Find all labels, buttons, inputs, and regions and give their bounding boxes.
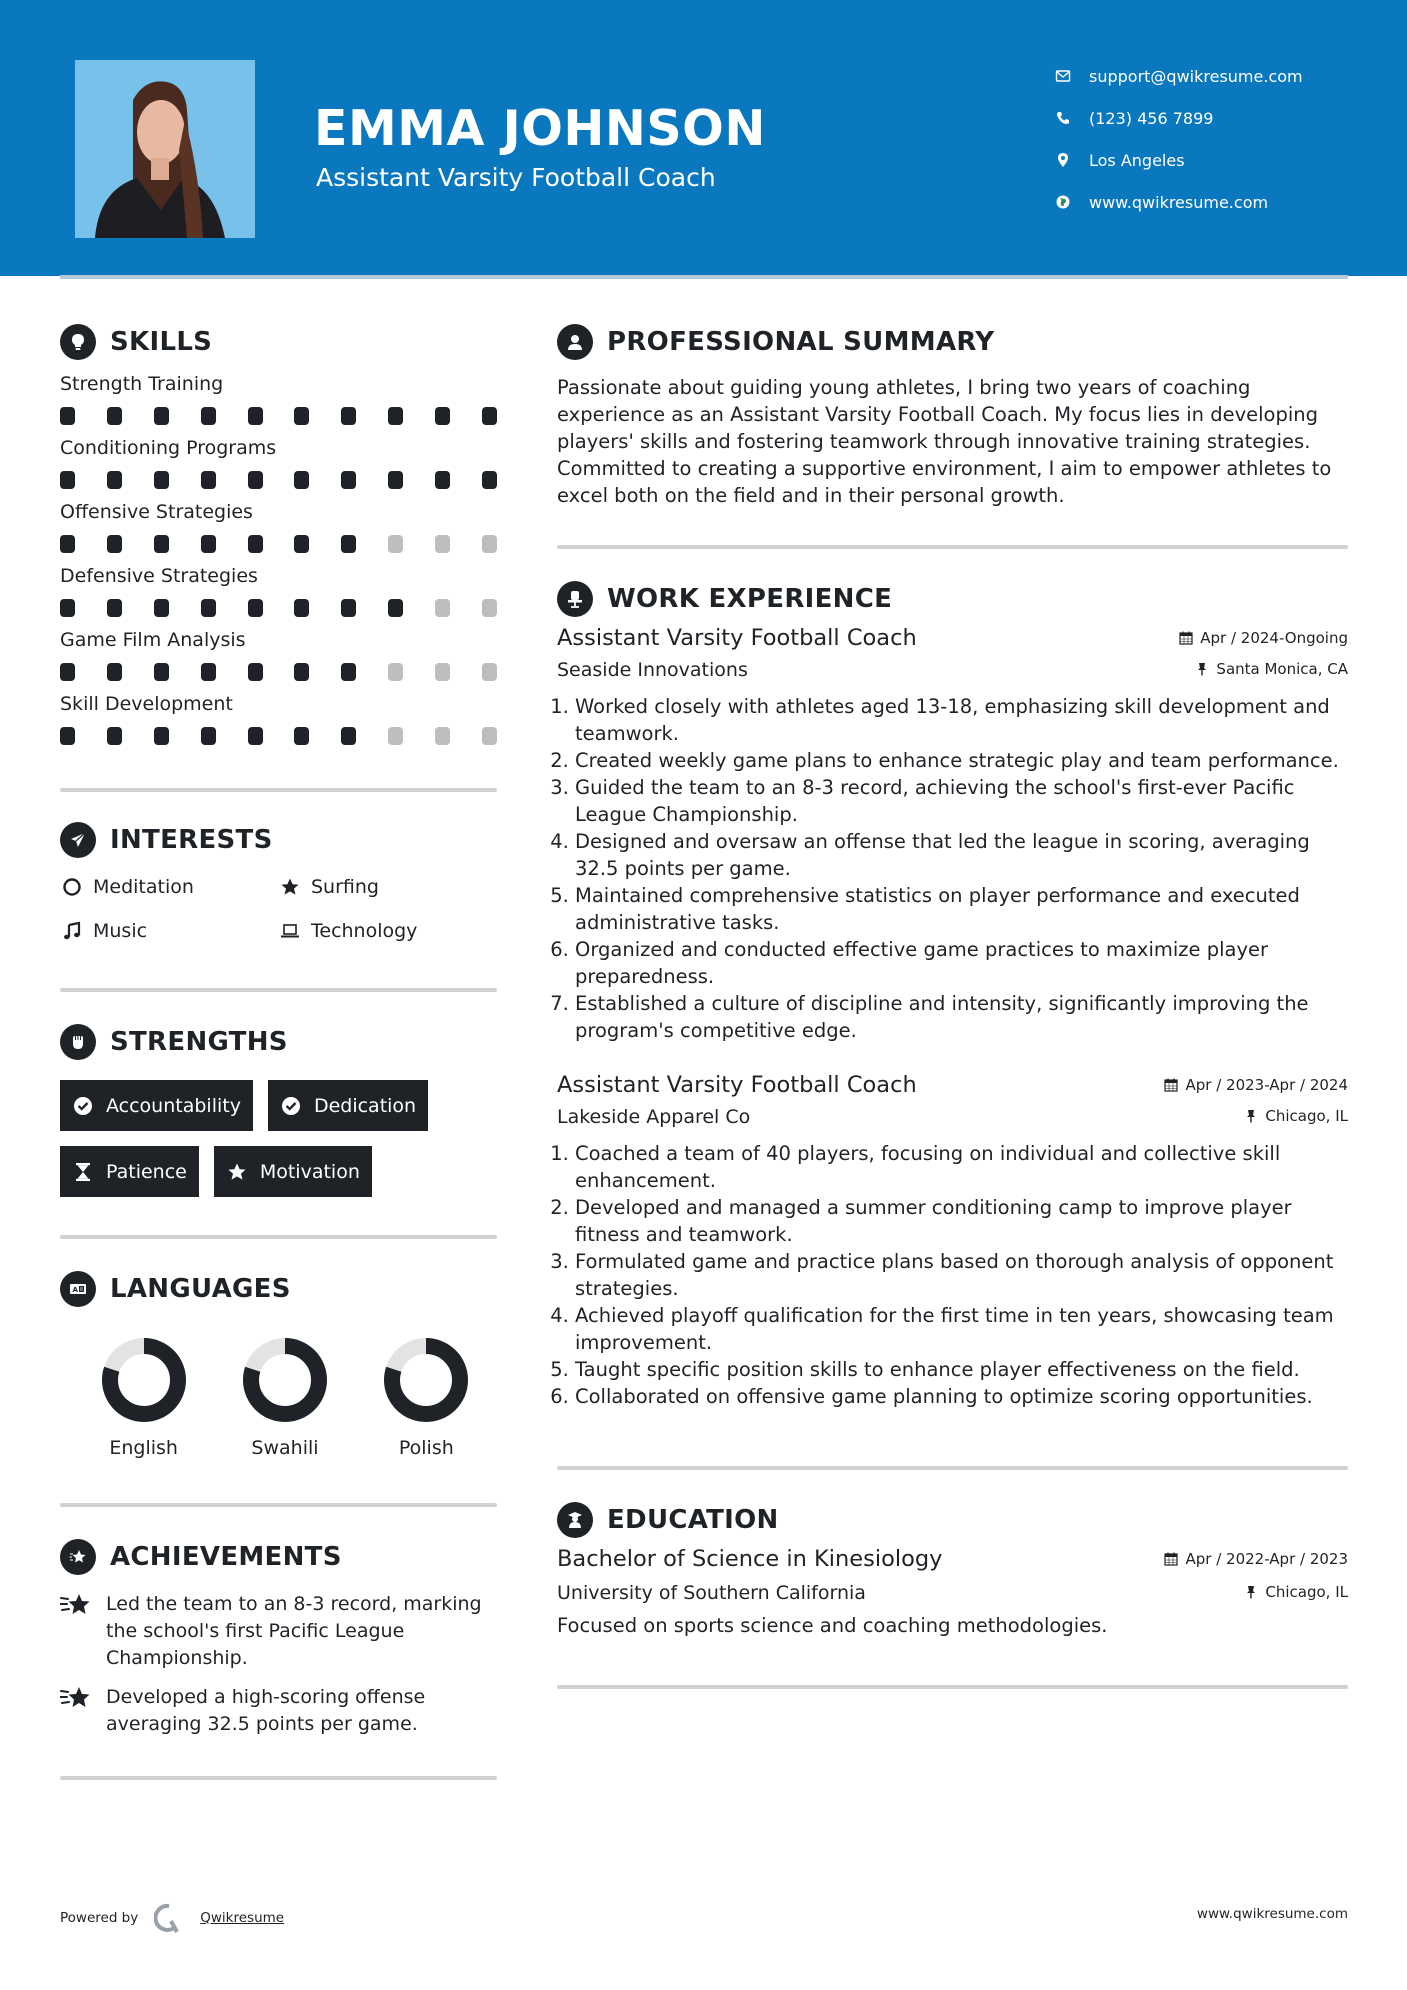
strength-badge: Patience: [60, 1146, 199, 1197]
rating-dot-filled: [107, 407, 122, 425]
education-description: Focused on sports science and coaching methodologies.: [557, 1614, 1108, 1637]
languages-section: [60, 1267, 497, 1459]
rating-dot-filled: [341, 599, 356, 617]
job-duties: 1. Coached a team of 40 players, focusing on individual and collective skill enhancement. 2. Developed and managed a summer conditioning camp to improve player fitness and teamwork. 3. Formulated game and practice plans based on thorough analysis of opponent strategies. 4. Achieved playoff qualification for the first time in ten years, showcasing team improvement. 5. Taught specific position skills to enhance player effectiveness on the field. 6. Collaborated on offensive game planning to optimize scoring opportunities.: [557, 1140, 1348, 1410]
footer-website-link[interactable]: www.qwikresume.com: [1196, 1906, 1348, 1922]
interest-item: Surfing: [278, 872, 496, 902]
contact-phone[interactable]: [1054, 97, 1303, 139]
contact-location: [1054, 139, 1303, 181]
skill-name: Strength Training: [60, 373, 224, 395]
rating-dot-filled: [60, 599, 75, 617]
summary-section: [557, 320, 1348, 509]
rating-dot-empty: [388, 535, 403, 553]
rating-dot-filled: [341, 407, 356, 425]
candidate-name: EMMA JOHNSON: [314, 100, 766, 157]
pushpin-icon: [1195, 662, 1209, 676]
job-header: [557, 1072, 1348, 1098]
skill-name: Conditioning Programs: [60, 437, 277, 459]
education-header: [557, 1546, 1348, 1572]
paper-plane-icon: [60, 822, 96, 858]
pushpin-icon: [1244, 1109, 1258, 1123]
job-subheader: [557, 1106, 1348, 1128]
rating-dot-filled: [201, 407, 216, 425]
education-heading: EDUCATION: [557, 1498, 1348, 1542]
skill-rating: [60, 468, 497, 492]
strengths-list: [60, 1080, 497, 1197]
rating-dot-filled: [294, 407, 309, 425]
section-divider: [60, 788, 497, 792]
strength-badge: Dedication: [268, 1080, 428, 1131]
pushpin-icon: [1244, 1585, 1258, 1599]
education-entry: [557, 1546, 1348, 1637]
rating-dot-empty: [435, 727, 450, 745]
map-marker-icon: [1054, 151, 1072, 169]
job-title: Assistant Varsity Football Coach: [557, 625, 917, 651]
education-section: [557, 1498, 1348, 1637]
rating-dot-filled: [201, 663, 216, 681]
resume-header: [0, 0, 1407, 276]
music-icon: [60, 919, 84, 943]
contact-phone-text: (123) 456 7899: [1089, 108, 1214, 128]
rating-dot-filled: [248, 599, 263, 617]
job-subheader: [557, 659, 1348, 681]
job-location: Chicago, IL: [1244, 1107, 1348, 1125]
phone-icon: [1054, 109, 1072, 127]
rating-dot-filled: [294, 471, 309, 489]
rating-dot-empty: [388, 663, 403, 681]
rating-dot-filled: [201, 599, 216, 617]
interest-item: Meditation: [60, 872, 278, 902]
strengths-heading: STRENGTHS: [60, 1020, 497, 1064]
summary-heading: PROFESSIONAL SUMMARY: [557, 320, 1348, 364]
rating-dot-filled: [248, 471, 263, 489]
rating-dot-filled: [201, 471, 216, 489]
qwikresume-logo-icon: [154, 1903, 184, 1933]
graduate-icon: [557, 1502, 593, 1538]
skill-rating: [60, 532, 497, 556]
summary-text: Passionate about guiding young athletes, I bring two years of coaching experience as an Assistant Varsity Football Coach. My focus lies in developing players' skills and fostering teamwork through innovative training strategies. Committed to creating a supportive environment, I aim to empower athletes to excel both on the field and in their personal growth.: [557, 376, 1332, 507]
right-column: [557, 320, 1348, 1689]
skill-name: Game Film Analysis: [60, 629, 246, 651]
rating-dot-filled: [341, 535, 356, 553]
contact-website-text: www.qwikresume.com: [1089, 192, 1269, 212]
rating-dot-filled: [435, 471, 450, 489]
calendar-icon: [1179, 631, 1193, 645]
profile-photo: [75, 60, 255, 238]
skill-item: [60, 690, 497, 748]
rating-dot-filled: [294, 663, 309, 681]
achievements-section: [60, 1535, 497, 1738]
rating-dot-filled: [294, 727, 309, 745]
rating-dot-empty: [435, 535, 450, 553]
job-duties: 1. Worked closely with athletes aged 13-18, emphasizing skill development and teamwork. 2. Created weekly game plans to enhance strategic play and team performance. 3. Guided the team to an 8-3 record, achieving the school's first-ever Pacific League Championship. 4. Designed and oversaw an offense that led the league in scoring, averaging 32.5 points per game. 5. Maintained comprehensive statistics on player performance and executed administrative tasks. 6. Organized and conducted effective game practices to maximize player preparedness. 7. Established a culture of discipline and intensity, significantly improving the program's competitive edge.: [557, 693, 1348, 1044]
rating-dot-filled: [388, 599, 403, 617]
rating-dot-filled: [482, 471, 497, 489]
job-header: [557, 625, 1348, 651]
languages-heading: A LANGUAGES: [60, 1267, 497, 1311]
lightbulb-icon: [60, 324, 96, 360]
rating-dot-empty: [435, 599, 450, 617]
rating-dot-filled: [341, 727, 356, 745]
check-circle-icon: [72, 1095, 94, 1117]
job-entry: [557, 625, 1348, 1044]
rating-dot-filled: [388, 471, 403, 489]
contact-website[interactable]: [1054, 181, 1303, 223]
company-name: Lakeside Apparel Co: [557, 1106, 751, 1128]
section-divider: [60, 988, 497, 992]
rating-dot-filled: [60, 727, 75, 745]
language-donut-chart: [383, 1337, 469, 1423]
contact-email[interactable]: [1054, 55, 1303, 97]
job-dates: Apr / 2023-Apr / 2024: [1164, 1076, 1348, 1094]
footer-powered-by: Powered by Qwikresume: [60, 1903, 284, 1933]
rating-dot-filled: [60, 535, 75, 553]
skill-name: Skill Development: [60, 693, 233, 715]
svg-text:A: A: [72, 1286, 78, 1294]
calendar-icon: [1164, 1552, 1178, 1566]
skill-name: Offensive Strategies: [60, 501, 253, 523]
rating-dot-filled: [154, 663, 169, 681]
interest-item: Technology: [278, 916, 496, 946]
rating-dot-filled: [154, 727, 169, 745]
star-badge-icon: [60, 1539, 96, 1575]
rating-dot-filled: [248, 663, 263, 681]
rating-dot-empty: [482, 727, 497, 745]
section-divider: [557, 545, 1348, 549]
experience-heading: WORK EXPERIENCE: [557, 577, 1348, 621]
globe-icon: [1054, 193, 1072, 211]
job-entry: [557, 1072, 1348, 1410]
company-name: Seaside Innovations: [557, 659, 748, 681]
qwikresume-link[interactable]: Qwikresume: [200, 1910, 285, 1926]
interests-section: [60, 818, 497, 946]
rating-dot-filled: [294, 599, 309, 617]
skill-item: [60, 626, 497, 684]
language-donut-chart: [242, 1337, 328, 1423]
rating-dot-filled: [248, 407, 263, 425]
contact-list: [1054, 55, 1303, 223]
rating-dot-empty: [482, 599, 497, 617]
check-circle-icon: [280, 1095, 302, 1117]
skill-item: [60, 434, 497, 492]
person-portrait-icon: [75, 60, 255, 238]
strength-badge: Accountability: [60, 1080, 253, 1131]
left-column: [60, 320, 497, 1780]
contact-location-text: Los Angeles: [1089, 150, 1185, 170]
experience-section: [557, 577, 1348, 1410]
shooting-star-icon: [60, 1591, 94, 1617]
candidate-title: Assistant Varsity Football Coach: [316, 163, 716, 192]
rating-dot-filled: [154, 471, 169, 489]
skills-heading: SKILLS: [60, 320, 497, 364]
rating-dot-filled: [107, 727, 122, 745]
header-divider: [60, 275, 1348, 279]
section-divider: [60, 1503, 497, 1507]
skill-rating: [60, 660, 497, 684]
chair-icon: [557, 581, 593, 617]
job-title: Assistant Varsity Football Coach: [557, 1072, 917, 1098]
skill-item: [60, 562, 497, 620]
star-icon: [278, 875, 302, 899]
fist-icon: [60, 1024, 96, 1060]
language-donut-chart: [101, 1337, 187, 1423]
rating-dot-filled: [435, 407, 450, 425]
rating-dot-filled: [248, 727, 263, 745]
rating-dot-filled: [201, 535, 216, 553]
skill-rating: [60, 404, 497, 428]
strength-badge: Motivation: [214, 1146, 372, 1197]
education-subheader: [557, 1582, 1348, 1604]
job-dates: Apr / 2024-Ongoing: [1179, 629, 1348, 647]
degree: Bachelor of Science in Kinesiology: [557, 1546, 943, 1572]
achievements-heading: ACHIEVEMENTS: [60, 1535, 497, 1579]
rating-dot-filled: [60, 471, 75, 489]
achievement-item: Led the team to an 8-3 record, marking the school's first Pacific League Championship.: [60, 1591, 497, 1672]
skill-name: Defensive Strategies: [60, 565, 258, 587]
school-name: University of Southern California: [557, 1582, 866, 1604]
rating-dot-empty: [482, 663, 497, 681]
rating-dot-filled: [107, 535, 122, 553]
education-location: Chicago, IL: [1244, 1583, 1348, 1601]
education-dates: Apr / 2022-Apr / 2023: [1164, 1550, 1348, 1568]
laptop-icon: [278, 919, 302, 943]
section-divider: [557, 1685, 1348, 1689]
calendar-icon: [1164, 1078, 1178, 1092]
circle-icon: [60, 875, 84, 899]
language-item: Swahili: [214, 1337, 355, 1459]
skill-rating: [60, 596, 497, 620]
rating-dot-filled: [482, 407, 497, 425]
interest-item: Music: [60, 916, 278, 946]
languages-list: [60, 1337, 497, 1459]
skill-item: [60, 498, 497, 556]
shooting-star-icon: [60, 1684, 94, 1710]
rating-dot-filled: [201, 727, 216, 745]
rating-dot-filled: [341, 471, 356, 489]
rating-dot-filled: [60, 663, 75, 681]
rating-dot-filled: [107, 471, 122, 489]
achievements-list: [60, 1591, 497, 1738]
skill-rating: [60, 724, 497, 748]
envelope-icon: [1054, 67, 1072, 85]
rating-dot-empty: [435, 663, 450, 681]
section-divider: [60, 1776, 497, 1780]
rating-dot-filled: [248, 535, 263, 553]
contact-email-text: support@qwikresume.com: [1089, 66, 1303, 86]
language-item: Polish: [356, 1337, 497, 1459]
section-divider: [557, 1466, 1348, 1470]
strengths-section: [60, 1020, 497, 1197]
rating-dot-empty: [388, 727, 403, 745]
rating-dot-filled: [388, 407, 403, 425]
rating-dot-filled: [154, 535, 169, 553]
job-location: Santa Monica, CA: [1195, 660, 1348, 678]
rating-dot-filled: [107, 663, 122, 681]
skills-list: [60, 370, 497, 748]
rating-dot-filled: [60, 407, 75, 425]
rating-dot-filled: [294, 535, 309, 553]
hourglass-icon: [72, 1161, 94, 1183]
skill-item: [60, 370, 497, 428]
user-icon: [557, 324, 593, 360]
rating-dot-filled: [154, 599, 169, 617]
rating-dot-empty: [482, 535, 497, 553]
interests-heading: INTERESTS: [60, 818, 497, 862]
language-item: English: [73, 1337, 214, 1459]
rating-dot-filled: [341, 663, 356, 681]
rating-dot-filled: [154, 407, 169, 425]
star-icon: [226, 1161, 248, 1183]
language-icon: [60, 1271, 96, 1307]
rating-dot-filled: [107, 599, 122, 617]
section-divider: [60, 1235, 497, 1239]
skills-section: [60, 320, 497, 748]
interests-list: [60, 872, 497, 946]
achievement-item: Developed a high-scoring offense averaging 32.5 points per game.: [60, 1684, 497, 1738]
